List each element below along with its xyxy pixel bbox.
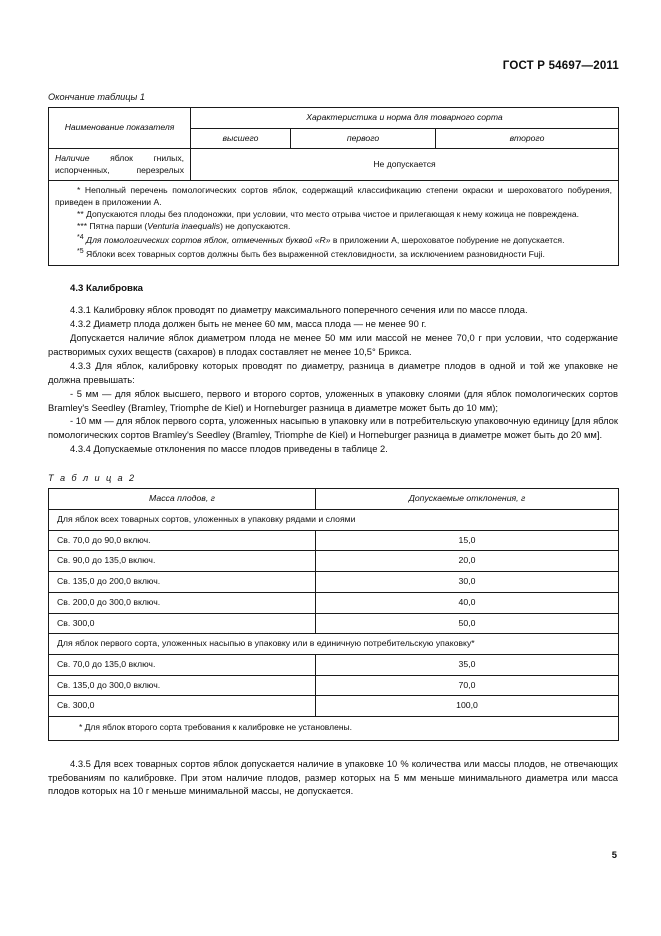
table1-subheader-highest: высшего (191, 128, 291, 149)
note-marker-1: * (77, 185, 81, 196)
note-text-5: Яблоки всех товарных сортов должны быть без выраженной стекловидности, за исключением разновидности Fuji. (83, 249, 545, 260)
note-text-4-after: в приложении А, шероховатое побурение не допускается. (330, 235, 565, 246)
table2-deviation: 50,0 (316, 613, 619, 634)
paragraph-4-3-1: 4.3.1 Калибровку яблок проводят по диаметру максимального поперечного сечения или по массе плода. (70, 304, 528, 316)
table1-header-group: Характеристика и норма для товарного сорта (191, 108, 619, 129)
table1-subheader-second: второго (436, 128, 619, 149)
table1-header-indicator: Наименование показателя (49, 108, 191, 149)
table-row (49, 696, 619, 717)
note-text-1: Неполный перечень помологических сортов яблок, содержащий классификацию степени окраски и шероховатого побурения, приведен в приложении А. (55, 185, 612, 207)
table2-note-text: * Для яблок второго сорта требования к калибровке не установлены. (79, 722, 352, 733)
page-number: 5 (611, 849, 617, 860)
table2-mass: Св. 70,0 до 90,0 включ. (49, 530, 316, 551)
paragraph-4-3-2: 4.3.2 Диаметр плода должен быть не менее 60 мм, масса плода — не менее 90 г. (70, 318, 427, 330)
note-text-3-italic: Venturia inaequalis (147, 221, 221, 232)
table1-note-5 (55, 247, 612, 260)
table1-row-label-italic: Наличие (55, 153, 90, 164)
table2-block (48, 473, 618, 741)
tail-block (48, 757, 618, 799)
table-row (49, 655, 619, 676)
table-header-row (49, 108, 619, 129)
table1-row-label-rest: яблок гнилых, испорченных, перезрелых (55, 153, 184, 175)
note-text-3-before: Пятна парши ( (87, 221, 148, 232)
table-row (49, 149, 619, 181)
table2-mass: Св. 135,0 до 300,0 включ. (49, 675, 316, 696)
table-notes-row (49, 181, 619, 266)
table1-row-label (49, 149, 191, 181)
paragraph-4-3-4: 4.3.4 Допускаемые отклонения по массе плодов приведены в таблице 2. (70, 443, 388, 455)
note-marker-3: *** (77, 221, 88, 232)
paragraph-brix-allowance: Допускается наличие яблок диаметром плода не менее 50 мм или массой не менее 70,0 г при условии, что содержание растворимых сухих веществ (сахаров) в плодах составляет не менее 10,5° Брикса. (48, 331, 618, 357)
table2-group-row (49, 509, 619, 530)
table2-note-cell (49, 717, 619, 740)
table2-deviation: 100,0 (316, 696, 619, 717)
table2-deviation: 40,0 (316, 592, 619, 613)
table1-note-3 (55, 221, 612, 233)
table2-header-mass: Масса плодов, г (49, 489, 316, 510)
table2-deviation: 20,0 (316, 551, 619, 572)
table2-mass: Св. 300,0 (49, 696, 316, 717)
table-1 (48, 107, 619, 266)
paragraph-bullet-10mm: - 10 мм — для яблок первого сорта, уложенных насыпью в упаковку или в потребительскую упаковочную единицу [для яблок помологических сортов Bramley's Seedley (Bramley, Triomphe de Kiel) и Horneburger разница в диаметре может быть до 20 мм]. (48, 415, 618, 441)
note-text-4-italic: Для помологических сортов яблок, отмеченных буквой «R» (86, 235, 331, 246)
table2-mass: Св. 70,0 до 135,0 включ. (49, 655, 316, 676)
table1-note-1 (55, 185, 612, 208)
paragraph-bullet-5mm: - 5 мм — для яблок высшего, первого и второго сортов, уложенных в упаковку слоями (для яблок помологических сортов Bramley's Seedley (Bramley, Triomphe de Kiel) и Horneburger разница в диаметре может быть до 10 мм); (48, 387, 618, 413)
table2-deviation: 35,0 (316, 655, 619, 676)
table1-note-2 (55, 209, 612, 221)
table2-header-deviation: Допускаемые отклонения, г (316, 489, 619, 510)
table-row (49, 592, 619, 613)
table-2 (48, 488, 619, 741)
table2-deviation: 15,0 (316, 530, 619, 551)
page-content (48, 92, 618, 798)
table2-group-title-2: Для яблок первого сорта, уложенных насыпью в упаковку или в единичную потребительскую упаковку* (49, 634, 619, 655)
table1-caption: Окончание таблицы 1 (48, 92, 145, 102)
table-row (49, 530, 619, 551)
note-marker-4: *4 (77, 234, 84, 242)
section-heading-calibration: 4.3 Калибровка (70, 283, 143, 295)
page-header-standard-number: ГОСТ Р 54697—2011 (502, 60, 619, 72)
table2-mass: Св. 300,0 (49, 613, 316, 634)
table-row (49, 572, 619, 593)
paragraph-4-3-3: 4.3.3 Для яблок, калибровку которых проводят по диаметру, разница в диаметре плодов в одной и той же упаковке не должна превышать: (48, 359, 618, 385)
table2-caption: Т а б л и ц а 2 (48, 473, 137, 484)
table-row (49, 613, 619, 634)
table2-header-row (49, 489, 619, 510)
note-marker-2: ** (77, 209, 84, 220)
table2-group-row (49, 634, 619, 655)
paragraph-4-3-5: 4.3.5 Для всех товарных сортов яблок допускается наличие в упаковке 10 % количества или массы плодов, не отвечающих требованиям по калибровке. При этом наличие плодов, размер которых на 5 мм меньше минимального диаметра или масса плодов которых на 10 г меньше минимальной массы, не допускается. (48, 757, 618, 797)
note-marker-5: *5 (77, 248, 84, 256)
table2-note-row (49, 717, 619, 740)
table2-mass: Св. 200,0 до 300,0 включ. (49, 592, 316, 613)
table-row (49, 551, 619, 572)
table1-subheader-first: первого (291, 128, 436, 149)
table-row (49, 675, 619, 696)
note-text-2: Допускаются плоды без плодоножки, при условии, что место отрыва чистое и прилегающая к нему кожица не повреждена. (83, 209, 579, 220)
table1-note-4 (55, 233, 612, 246)
table2-mass: Св. 135,0 до 200,0 включ. (49, 572, 316, 593)
table2-deviation: 30,0 (316, 572, 619, 593)
note-text-3-after: ) не допускаются. (220, 221, 291, 232)
table2-mass: Св. 90,0 до 135,0 включ. (49, 551, 316, 572)
table2-group-title-1: Для яблок всех товарных сортов, уложенных в упаковку рядами и слоями (49, 509, 619, 530)
table1-row-value: Не допускается (191, 149, 619, 181)
table1-notes (49, 181, 619, 266)
table2-deviation: 70,0 (316, 675, 619, 696)
